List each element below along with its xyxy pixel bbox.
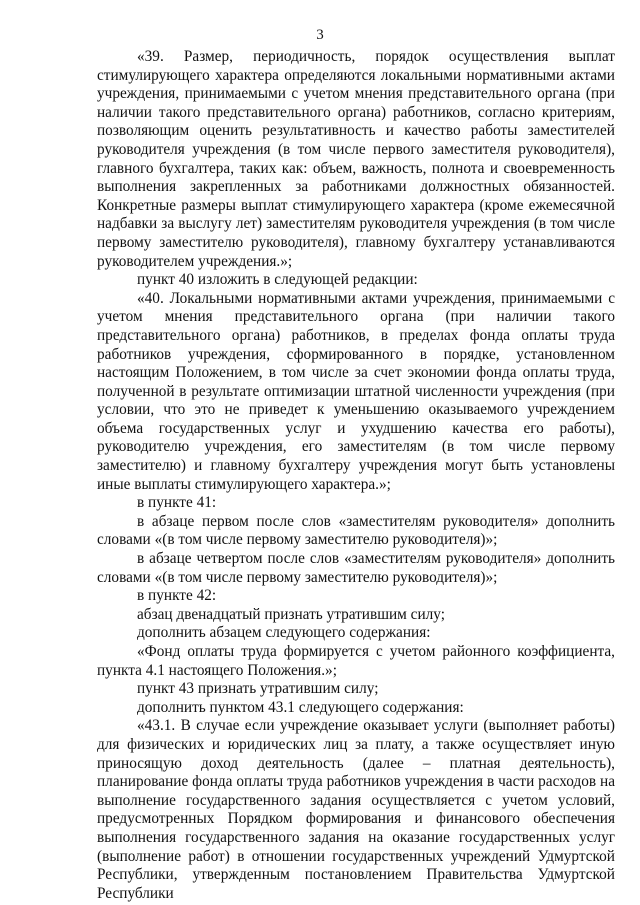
paragraph-amend-41-intro: в пункте 41: [137, 494, 217, 512]
paragraph-item-40: «40. Локальными нормативными актами учреждения, принимаемыми с учетом мнения представительного органа (при наличии такого представительного органа) работников, в пределах фонда оплаты труда работников учреждения, сформированного в порядке, установленном настоящим Положением, в том числе за счет экономии фонда оплаты труда, полученной в результате оптимизации штатной численности учреждения (при условии, что это не приведет к уменьшению оказываемого учреждением объема государственных услуг и ухудшению качества его работы), руководителю учреждения, его заместителям (в том числе первому заместителю) и главному бухгалтеру учреждения могут быть установлены иные выплаты стимулирующего характера.»; [97, 289, 615, 493]
paragraph-amend-42-added-text: «Фонд оплаты труда формируется с учетом районного коэффициента, пункта 4.1 настоящего Положения.»; [97, 643, 615, 679]
paragraph-item-43-1: «43.1. В случае если учреждение оказывает услуги (выполняет работы) для физических и юридических лиц за плату, а также осуществляет иную приносящую доход деятельность (далее – платная деятельность), планирование фонда оплаты труда работников учреждения в части расходов на выполнение государственного задания осуществляется с учетом условий, предусмотренных Порядком формирования и финансового обеспечения выполнения государственного задания на оказание государственных услуг (выполнение работ) в отношении государственных учреждений Удмуртской Республики, утвержденным постановлением Правительства Удмуртской Республики [97, 717, 615, 902]
paragraph-item-39: «39. Размер, периодичность, порядок осуществления выплат стимулирующего характера определяются локальными нормативными актами учреждения, принимаемыми с учетом мнения представительного органа (при наличии такого представительного органа) работников, согласно критериям, позволяющим оценить результативность и качество работы заместителей руководителя учреждения (в том числе первого заместителя руководителя), главного бухгалтера, таких как: объем, важность, полнота и своевременность выполнения закрепленных за работниками должностных обязанностей. Конкретные размеры выплат стимулирующего характера (кроме ежемесячной надбавки за выслугу лет) заместителям руководителя учреждения (в том числе первому заместителю руководителя), главному бухгалтеру устанавливаются руководителем учреждения.»; [97, 48, 615, 270]
paragraph-amend-41-abzac-4: в абзаце четвертом после слов «заместителям руководителя» дополнить словами «(в том числе первому заместителю руководителя)»; [97, 550, 615, 586]
paragraph-amend-42-add-intro: дополнить абзацем следующего содержания: [137, 624, 431, 642]
paragraph-amend-40-intro: пункт 40 изложить в следующей редакции: [137, 271, 418, 289]
paragraph-amend-41-abzac-1: в абзаце первом после слов «заместителям руководителя» дополнить словами «(в том числе первому заместителю руководителя)»; [97, 512, 615, 549]
paragraph-amend-42-intro: в пункте 42: [137, 587, 217, 605]
paragraph-amend-43-1-intro: дополнить пунктом 43.1 следующего содержания: [137, 698, 464, 716]
paragraph-amend-43: пункт 43 признать утратившим силу; [137, 680, 379, 698]
paragraph-amend-42-abzac-12: абзац двенадцатый признать утратившим силу; [137, 605, 445, 623]
page-number: 3 [316, 27, 324, 43]
document-body [97, 48, 615, 903]
